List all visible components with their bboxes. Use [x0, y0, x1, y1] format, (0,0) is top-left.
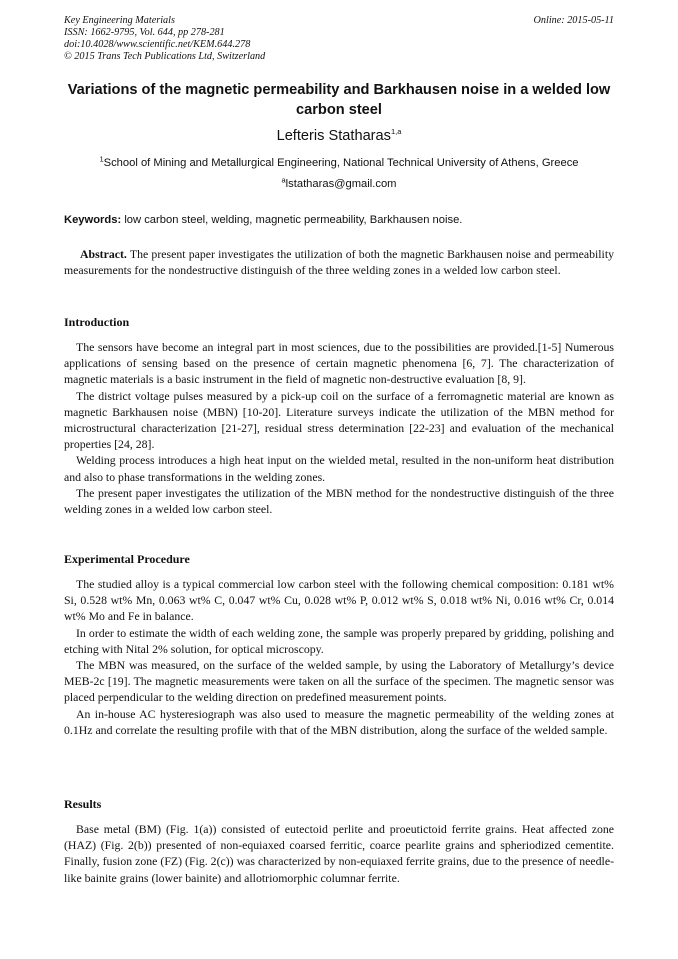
journal-header [64, 15, 265, 63]
experimental-section [64, 552, 614, 738]
author-name: Lefteris Statharas [276, 128, 391, 144]
email-text: lstatharas@gmail.com [285, 178, 397, 190]
introduction-paragraph: The district voltage pulses measured by a pick-up coil on the surface of a ferromagnetic material are known as magnetic Barkhausen noise (MBN) [10-20]. Literature surveys indicate the utilization of the MBN method for microstructural characterization [21-27], residual stress determination [22-23] and evaluation of the mechanical properties [24, 28]. [64, 388, 614, 452]
introduction-paragraph: The sensors have become an integral part in most sciences, due to the possibilities are provided.[1-5] Numerous applications of sensing based on the presence of certain magnetic phenomena [6, 7]. The characterization of magnetic materials is a basic instrument in the field of magnetic non-destructive evaluation [8, 9]. [64, 340, 614, 387]
keywords-label: Keywords: [64, 214, 122, 226]
paper-title: Variations of the magnetic permeability and Barkhausen noise in a welded low carbon steel [67, 82, 611, 118]
abstract [64, 246, 614, 278]
affiliation [64, 154, 614, 169]
author-email [64, 175, 614, 190]
results-heading: Results [64, 797, 102, 811]
online-date: Online: 2015-05-11 [533, 15, 614, 26]
keywords-text: low carbon steel, welding, magnetic permeability, Barkhausen noise. [124, 214, 463, 226]
experimental-paragraph: An in-house AC hysteresiograph was also used to measure the magnetic permeability of the welding zones at 0.1Hz and correlate the resulting profile with that of the MBN distribution, along the surface of the welded sample. [64, 706, 614, 737]
email-superscript: a [281, 175, 286, 185]
affiliation-text: School of Mining and Metallurgical Engineering, National Technical University of Athens, Greece [103, 157, 579, 169]
copyright-line: © 2015 Trans Tech Publications Ltd, Switzerland [64, 51, 266, 62]
experimental-paragraph: In order to estimate the width of each welding zone, the sample was properly prepared by gridding, polishing and etching with Nital 2% solution, for optical microscopy. [64, 625, 614, 656]
introduction-section [64, 315, 614, 517]
experimental-paragraph: The studied alloy is a typical commercial low carbon steel with the following chemical composition: 0.181 wt% Si, 0.528 wt% Mn, 0.063 wt% C, 0.047 wt% Cu, 0.028 wt% P, 0.012 wt% S, 0.018 wt% Ni, 0.016 wt% Cr, 0.014 wt% Mo and Fe in balance. [64, 577, 614, 624]
keywords [64, 214, 614, 226]
experimental-paragraph: The MBN was measured, on the surface of the welded sample, by using the Laboratory of Metallurgy’s device MEB-2c [19]. The magnetic measurements were taken on all the surface of the specimen. The magnetic sensor was placed perpendicular to the welding direction on predefined measurement points. [64, 658, 614, 705]
abstract-paragraph [64, 246, 614, 278]
doi-line: doi:10.4028/www.scientific.net/KEM.644.278 [64, 39, 251, 50]
journal-name: Key Engineering Materials [64, 15, 175, 26]
abstract-text: The present paper investigates the utilization of both the magnetic Barkhausen noise and permeability measurements for the nondestructive distinguish of the three welding zones in a welded low carbon steel. [64, 247, 614, 278]
author-superscript: 1,a [390, 127, 402, 137]
results-paragraph: Base metal (BM) (Fig. 1(a)) consisted of eutectoid perlite and proeutictoid ferrite grains. Heat affected zone (HAZ) (Fig. 2(b)) presented of non-equiaxed coarsed ferritic, coarce pearlite grains and spheriodized cementite. Finally, fusion zone (FZ) (Fig. 2(c)) was characterized by non-equiaxed ferrite grains, due to the presence of needle-like bainite grains (lower bainite) and allotriomorphic columnar ferrite. [64, 822, 614, 885]
results-section [64, 797, 614, 886]
affiliation-superscript: 1 [99, 154, 104, 164]
abstract-label: Abstract. [80, 247, 127, 261]
author-line [64, 128, 614, 144]
introduction-paragraph: Welding process introduces a high heat input on the wielded metal, resulted in the non-uniform heat distribution and also to phase transformations in the welding zones. [64, 453, 614, 484]
issn-line: ISSN: 1662-9795, Vol. 644, pp 278-281 [64, 27, 225, 38]
introduction-paragraph: The present paper investigates the utilization of the MBN method for the nondestructive distinguish of the three welding zones in a welded low carbon steel. [64, 485, 614, 517]
introduction-heading: Introduction [64, 315, 130, 329]
experimental-heading: Experimental Procedure [64, 552, 190, 566]
